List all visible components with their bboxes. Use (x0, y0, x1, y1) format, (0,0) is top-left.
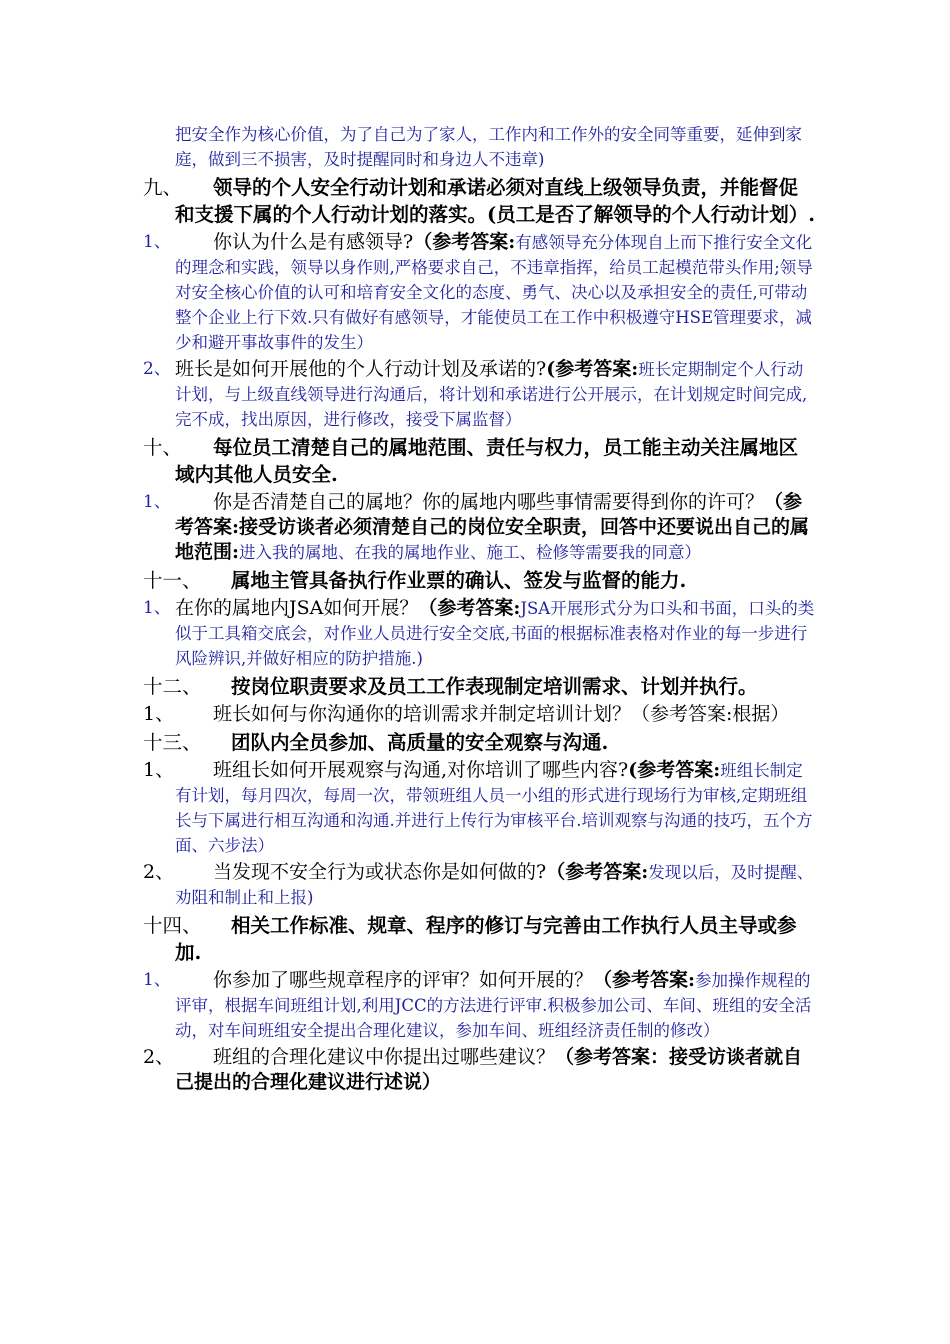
section-heading-12 (143, 673, 815, 700)
section-heading-14 (143, 912, 815, 966)
section-number: 九、 (143, 176, 183, 199)
question-9-1 (143, 230, 815, 355)
section-heading-10 (143, 434, 815, 488)
answer-text: 有感领导充分体现自上而下推行安全文化的理念和实践，领导以身作则,严格要求自己，不违章指挥，给员工起模范带头作用;领导对安全核心价值的认可和培育安全文化的态度、勇气、决心以及承担安全的责任,可带动整个企业上行下效.只有做好有感领导，才能使员工在工作中积极遵守HSE管理要求，减少和避开事故事件的发生） (175, 233, 813, 352)
answer-label: （参考答案: (413, 231, 516, 253)
answer-label: （参考答案: (593, 969, 696, 991)
question-text: 班组的合理化建议中你提出过哪些建议？ (213, 1046, 556, 1068)
continuation-text: 把安全作为核心价值，为了自己为了家人，工作内和工作外的安全同等重要，延伸到家庭，做到三不损害，及时提醒同时和身边人不违章) (175, 125, 802, 169)
question-number: 2、 (143, 1046, 175, 1068)
question-number: 1、 (143, 492, 171, 512)
answer-text: 进入我的属地、在我的属地作业、施工、检修等需要我的同意） (239, 543, 702, 562)
section-number: 十四、 (143, 914, 202, 937)
section-title: 按岗位职责要求及员工工作表现制定培训需求、计划并执行。 (231, 675, 758, 698)
question-text: 你参加了哪些规章程序的评审？如何开展的？ (213, 969, 594, 991)
section-title: 团队内全员参加、高质量的安全观察与沟通. (231, 731, 609, 754)
question-text: 班组长如何开展观察与沟通,对你培训了哪些内容? (213, 759, 629, 781)
question-12-1 (143, 702, 815, 727)
answer-text: JSA开展形式分为口头和书面，口头的类似于工具箱交底会，对作业人员进行安全交底,书面的根据标准表格对作业的每一步进行风险辨识,并做好相应的防护措施.) (175, 599, 815, 668)
question-text: 你是否清楚自己的属地？你的属地内哪些事情需要得到你的许可？ (213, 491, 765, 513)
answer-text: 班长定期制定个人行动计划，与上级直线领导进行沟通后，将计划和承诺进行公开展示，在计划规定时间完成,完不成，找出原因，进行修改，接受下属监督） (175, 360, 808, 429)
question-number: 1、 (143, 232, 171, 252)
answer-text: 参加操作规程的评审，根据车间班组计划,利用JCC的方法进行评审.积极参加公司、车间、班组的安全活动，对车间班组安全提出合理化建议，参加车间、班组经济责任制的修改） (175, 971, 812, 1040)
question-number: 2、 (143, 861, 175, 883)
answer-label: (参考答案: (628, 759, 721, 781)
answer-label: (参考答案: (546, 358, 639, 380)
question-text: 班长如何与你沟通你的培训需求并制定培训计划？（参考答案:根据） (213, 703, 790, 725)
section-number: 十二、 (143, 675, 202, 698)
question-10-1 (143, 490, 815, 565)
question-13-2 (143, 860, 815, 910)
section-heading-11 (143, 567, 815, 594)
answer-label: （参考答案: (418, 597, 521, 619)
continuation-paragraph (143, 122, 815, 172)
section-heading-13 (143, 729, 815, 756)
answer-text: 班组长制定有计划，每月四次，每周一次，带领班组人员一小组的形式进行现场行为审核,定期班组长与下属进行相互沟通和沟通.并进行上传行为审核平台.培训观察与沟通的技巧，五个方面、六步法） (175, 761, 813, 855)
section-heading-9 (143, 174, 815, 228)
question-text: 在你的属地内JSA如何开展？ (175, 597, 419, 619)
question-number: 1、 (143, 759, 175, 781)
section-title: 相关工作标准、规章、程序的修订与完善由工作执行人员主导或参加. (175, 914, 797, 964)
section-number: 十三、 (143, 731, 202, 754)
section-title: 每位员工清楚自己的属地范围、责任与权力，员工能主动关注属地区域内其他人员安全. (175, 436, 799, 486)
question-text: 班长是如何开展他的个人行动计划及承诺的? (175, 358, 547, 380)
answer-text: 发现以后，及时提醒、劝阻和制止和上报) (175, 863, 814, 907)
section-number: 十、 (143, 436, 183, 459)
question-14-2 (143, 1045, 815, 1095)
question-number: 1、 (143, 970, 171, 990)
answer-label: （参考答案：接受访谈者就自己提出的合理化建议进行述说） (175, 1046, 803, 1093)
answer-label: （参考答案: (546, 861, 649, 883)
question-9-2 (143, 357, 815, 432)
question-number: 1、 (143, 598, 171, 618)
question-number: 1、 (143, 703, 175, 725)
section-title: 属地主管具备执行作业票的确认、签发与监督的能力. (231, 569, 687, 592)
question-number: 2、 (143, 359, 171, 379)
question-14-1 (143, 968, 815, 1043)
document-page (143, 122, 815, 1095)
question-text: 你认为什么是有感领导? (213, 231, 414, 253)
question-11-1 (143, 596, 815, 671)
answer-label: （参考答案:接受访谈者必须清楚自己的岗位安全职责，回答中还要说出自己的属地范围: (175, 491, 810, 563)
section-title: 领导的个人安全行动计划和承诺必须对直线上级领导负责，并能督促和支援下属的个人行动计划的落实。(员工是否了解领导的个人行动计划）. (175, 176, 816, 226)
question-text: 当发现不安全行为或状态你是如何做的? (213, 861, 547, 883)
question-13-1 (143, 758, 815, 858)
section-number: 十一、 (143, 569, 202, 592)
